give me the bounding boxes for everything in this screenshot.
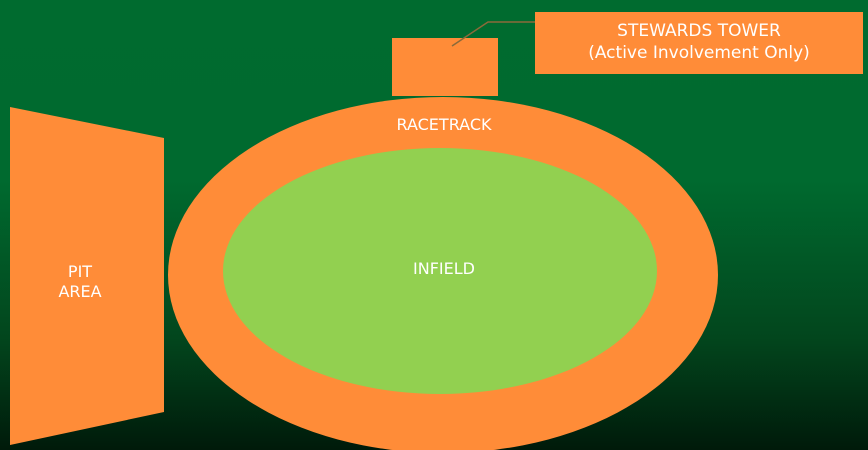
stewards-tower-note: (Active Involvement Only): [588, 43, 810, 63]
pit-area-label-line1: PIT: [67, 262, 93, 281]
infield-label: INFIELD: [413, 259, 475, 278]
stewards-tower-shape: [392, 38, 498, 96]
pit-area-label: [30, 262, 130, 302]
pit-area-label-line2: AREA: [58, 282, 102, 301]
stewards-tower-callout: [535, 12, 863, 74]
stewards-tower-title: STEWARDS TOWER: [617, 21, 781, 41]
racetrack-label: RACETRACK: [396, 115, 492, 134]
